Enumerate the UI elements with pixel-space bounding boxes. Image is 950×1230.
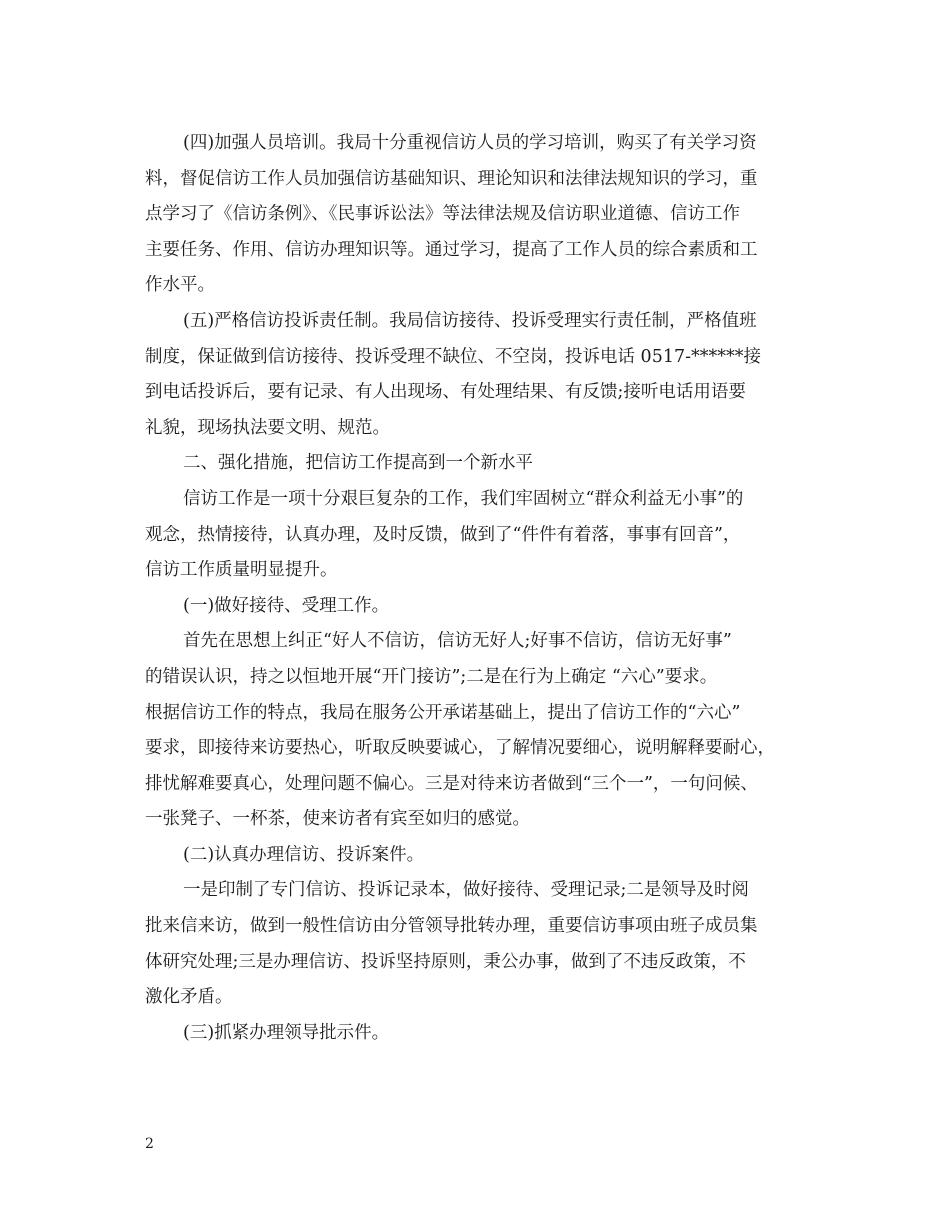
text-line: 的错误认识，持之以恒地开展“开门接访”;二是在行为上确定 “六心”要求。 xyxy=(145,666,718,687)
text-line: (四)加强人员培训。我局十分重视信访人员的学习培训，购买了有关学习资 xyxy=(183,133,757,153)
text-line: (二)认真办理信访、投诉案件。 xyxy=(183,844,425,865)
text-line: 二、强化措施，把信访工作提高到一个新水平 xyxy=(183,453,533,474)
text-line: 批来信来访，做到一般性信访由分管领导批转办理，重要信访事项由班子成员集 xyxy=(145,916,758,937)
text-line: (一)做好接待、受理工作。 xyxy=(183,595,390,616)
text-line: 制度，保证做到信访接待、投诉受理不缺位、不空岗，投诉电话 0517-******接 xyxy=(145,346,762,367)
text-line: 排忧解难要真心，处理问题不偏心。三是对待来访者做到“三个一”，一句问候、 xyxy=(145,773,758,794)
text-line: 信访工作是一项十分艰巨复杂的工作，我们牢固树立“群众利益无小事”的 xyxy=(183,488,744,509)
document-body xyxy=(145,126,810,1051)
text-line: (五)严格信访投诉责任制。我局信访接待、投诉受理实行责任制，严格值班 xyxy=(183,310,757,331)
text-line: 料，督促信访工作人员加强信访基础知识、理论知识和法律法规知识的学习，重 xyxy=(145,168,758,189)
text-line: 首先在思想上纠正“好人不信访，信访无好人;好事不信访，信访无好事” xyxy=(183,631,732,652)
text-line: 礼貌，现场执法要文明、规范。 xyxy=(145,417,390,438)
text-line: 信访工作质量明显提升。 xyxy=(145,560,338,581)
text-line: 点学习了《信访条例》、《民事诉讼法》等法律法规及信访职业道德、信访工作 xyxy=(145,204,740,225)
page-number: 2 xyxy=(145,1136,154,1152)
text-line: 体研究处理;三是办理信访、投诉坚持原则，秉公办事，做到了不违反政策，不 xyxy=(145,951,746,972)
text-line: 观念，热情接待，认真办理，及时反馈，做到了“件件有着落，事事有回音”， xyxy=(145,524,741,545)
text-line: 主要任务、作用、信访办理知识等。通过学习，提高了工作人员的综合素质和工 xyxy=(145,239,758,260)
text-line: 要求，即接待来访要热心，听取反映要诚心，了解情况要细心，说明解释要耐心， xyxy=(145,738,775,759)
text-line: 激化矛盾。 xyxy=(145,987,233,1008)
text-line: 一是印制了专门信访、投诉记录本，做好接待、受理记录;二是领导及时阅 xyxy=(183,880,749,901)
text-line: 根据信访工作的特点，我局在服务公开承诺基础上，提出了信访工作的“六心” xyxy=(145,702,741,723)
text-line: 一张凳子、一杯茶，使来访者有宾至如归的感觉。 xyxy=(145,809,530,830)
text-line: 到电话投诉后，要有记录、有人出现场、有处理结果、有反馈;接听电话用语要 xyxy=(145,382,746,403)
text-line: 作水平。 xyxy=(145,275,215,296)
text-line: (三)抓紧办理领导批示件。 xyxy=(183,1022,390,1043)
